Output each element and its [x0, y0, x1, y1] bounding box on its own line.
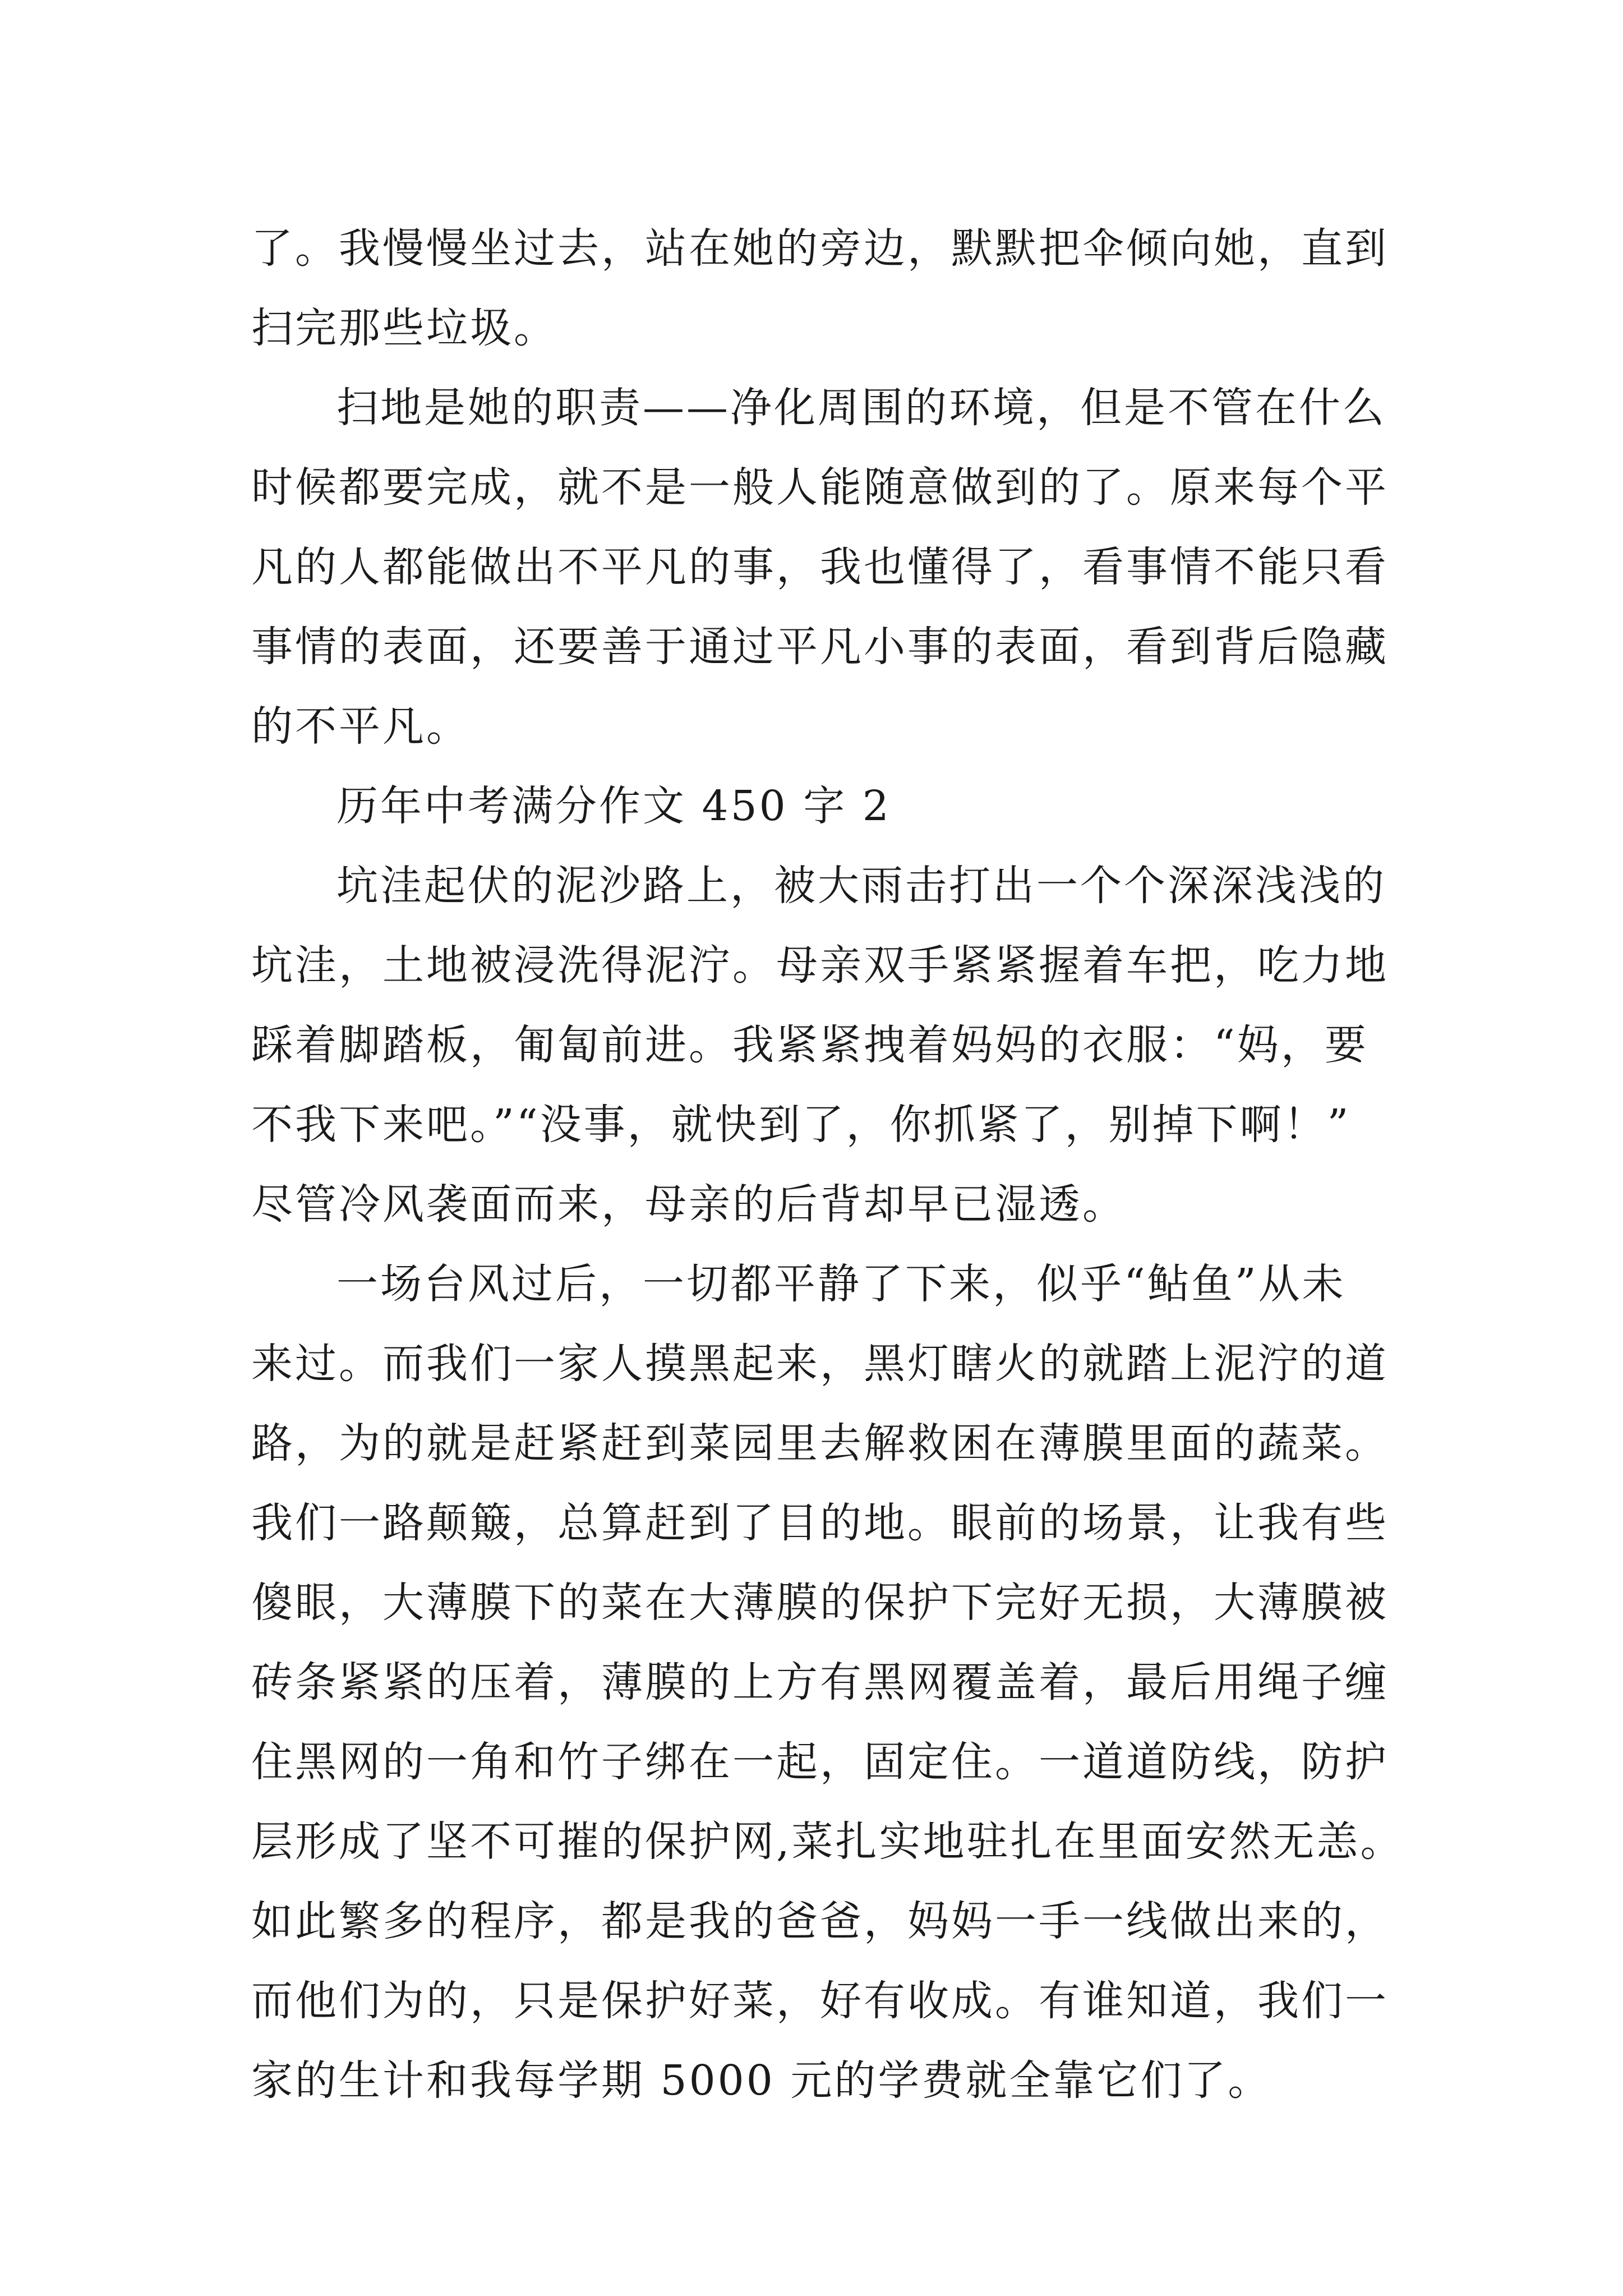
text-line: 的不平凡。	[251, 702, 470, 751]
text-line: 家的生计和我每学期 5000 元的学费就全靠它们了。	[251, 2056, 1272, 2105]
text-line: 而他们为的，只是保护好菜，好有收成。有谁知道，我们一	[251, 1977, 1389, 2025]
text-line: 事情的表面，还要善于通过平凡小事的表面，看到背后隐藏	[251, 623, 1389, 671]
section-heading: 历年中考满分作文 450 字 2	[336, 782, 891, 830]
body-text	[251, 209, 1404, 2120]
text-line: 尽管冷风袭面而来，母亲的后背却早已湿透。	[251, 1180, 1126, 1228]
text-line: 来过。而我们一家人摸黑起来，黑灯瞎火的就踏上泥泞的道	[251, 1340, 1389, 1388]
text-line: 凡的人都能做出不平凡的事，我也懂得了，看事情不能只看	[251, 543, 1389, 591]
text-line: 住黑网的一角和竹子绑在一起，固定住。一道道防线，防护	[251, 1738, 1389, 1786]
paragraph-start-line: 坑洼起伏的泥沙路上，被大雨击打出一个个深深浅浅的	[336, 862, 1386, 910]
text-line: 时候都要完成，就不是一般人能随意做到的了。原来每个平	[251, 463, 1389, 512]
text-line: 傻眼，大薄膜下的菜在大薄膜的保护下完好无损，大薄膜被	[251, 1579, 1389, 1627]
text-line: 路，为的就是赶紧赶到菜园里去解救困在薄膜里面的蔬菜。	[251, 1419, 1389, 1467]
text-line: 如此繁多的程序，都是我的爸爸，妈妈一手一线做出来的，	[251, 1897, 1389, 1945]
text-line: 坑洼，土地被浸洗得泥泞。母亲双手紧紧握着车把，吃力地	[251, 941, 1389, 990]
text-line: 层形成了坚不可摧的保护网,菜扎实地驻扎在里面安然无恙。	[251, 1818, 1404, 1866]
text-line: 砖条紧紧的压着，薄膜的上方有黑网覆盖着，最后用绳子缠	[251, 1658, 1389, 1706]
text-line: 我们一路颠簸，总算赶到了目的地。眼前的场景，让我有些	[251, 1499, 1389, 1547]
paragraph-start-line: 扫地是她的职责——净化周围的环境，但是不管在什么	[336, 384, 1386, 432]
text-line: 踩着脚踏板，匍匐前进。我紧紧拽着妈妈的衣服：“妈，要	[251, 1021, 1368, 1069]
text-line: 了。我慢慢坐过去，站在她的旁边，默默把伞倾向她，直到	[251, 224, 1389, 273]
text-line: 扫完那些垃圾。	[251, 304, 557, 352]
text-line: 不我下来吧。”“没事，就快到了，你抓紧了，别掉下啊！”	[251, 1101, 1351, 1149]
paragraph-start-line: 一场台风过后，一切都平静了下来，似乎“鲇鱼”从未	[336, 1260, 1346, 1308]
